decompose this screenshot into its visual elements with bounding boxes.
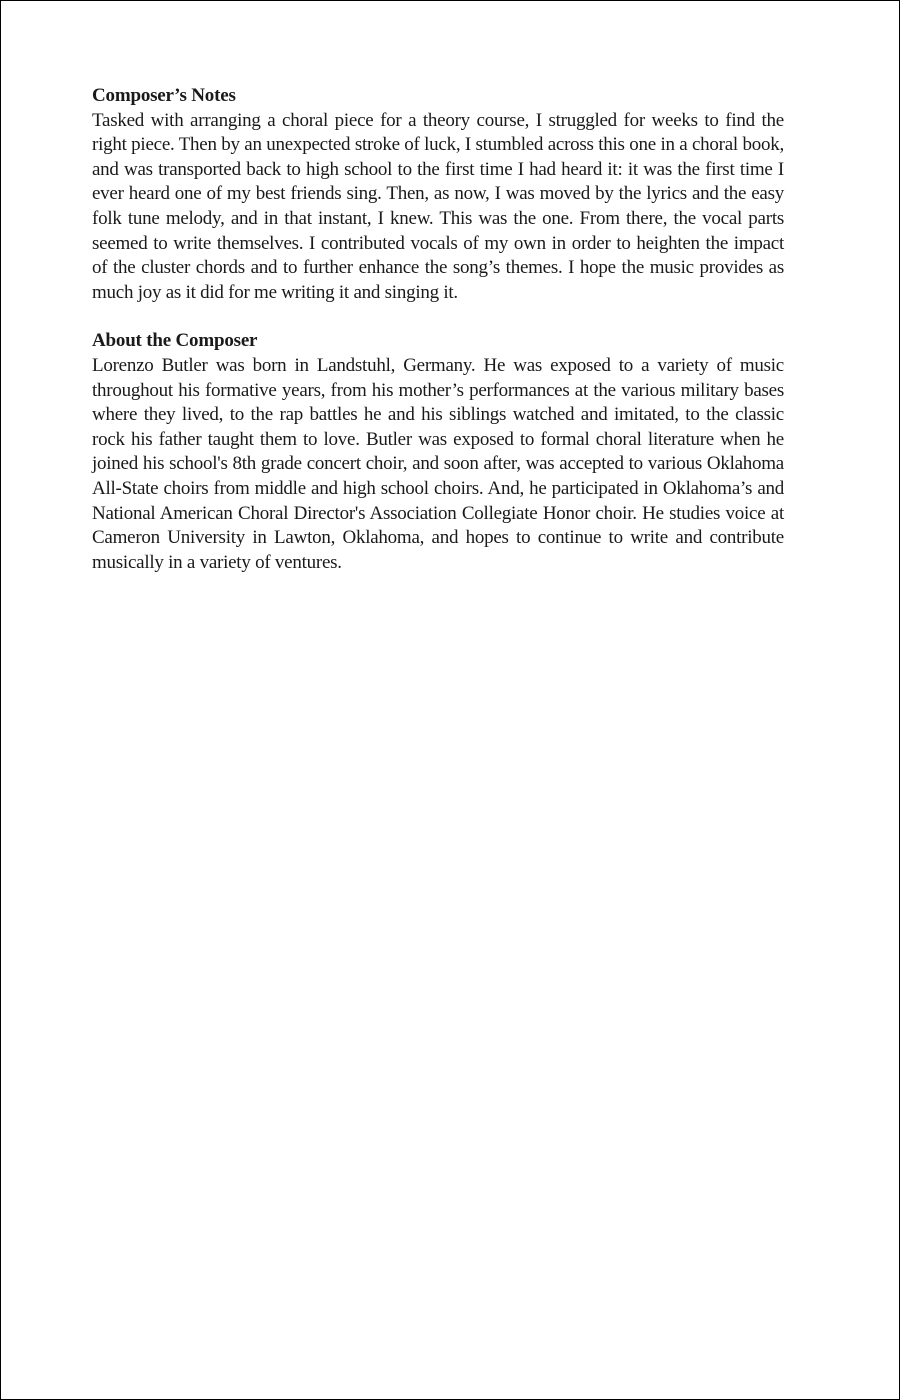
about-composer-section <box>92 329 784 575</box>
page-content <box>92 84 784 575</box>
composers-notes-section <box>92 84 784 305</box>
about-composer-heading: About the Composer <box>92 330 258 352</box>
composers-notes-text: Tasked with arranging a choral piece for a theory course, I struggled for weeks to find the right piece. Then by an unexpected stroke of luck, I stumbled across this one in a choral book, and was transported back to high school to the first time I had heard it: it was the first time I ever heard one of my best friends sing. Then, as now, I was moved by the lyrics and the easy folk tune melody, and in that instant, I knew. This was the one. From there, the vocal parts seemed to write themselves. I contributed vocals of my own in order to heighten the impact of the cluster chords and to further enhance the song’s themes. I hope the music provides as much joy as it did for me writing it and singing it. <box>92 109 784 303</box>
composers-notes-heading: Composer’s Notes <box>92 85 236 106</box>
about-composer-text: Lorenzo Butler was born in Landstuhl, Germany. He was exposed to a variety of music throughout his formative years, from his mother’s performances at the various military bases where they lived, to the rap battles he and his siblings watched and imitated, to the classic rock his father taught them to love. Butler was exposed to formal choral literature when he joined his school's 8th grade concert choir, and soon after, was accepted to various Oklahoma All-State choirs from middle and high school choirs. And, he participated in Oklahoma’s and National American Choral Director's Association Collegiate Honor choir. He studies voice at Cameron University in Lawton, Oklahoma, and hopes to continue to write and contribute musically in a variety of ventures. <box>92 354 784 573</box>
